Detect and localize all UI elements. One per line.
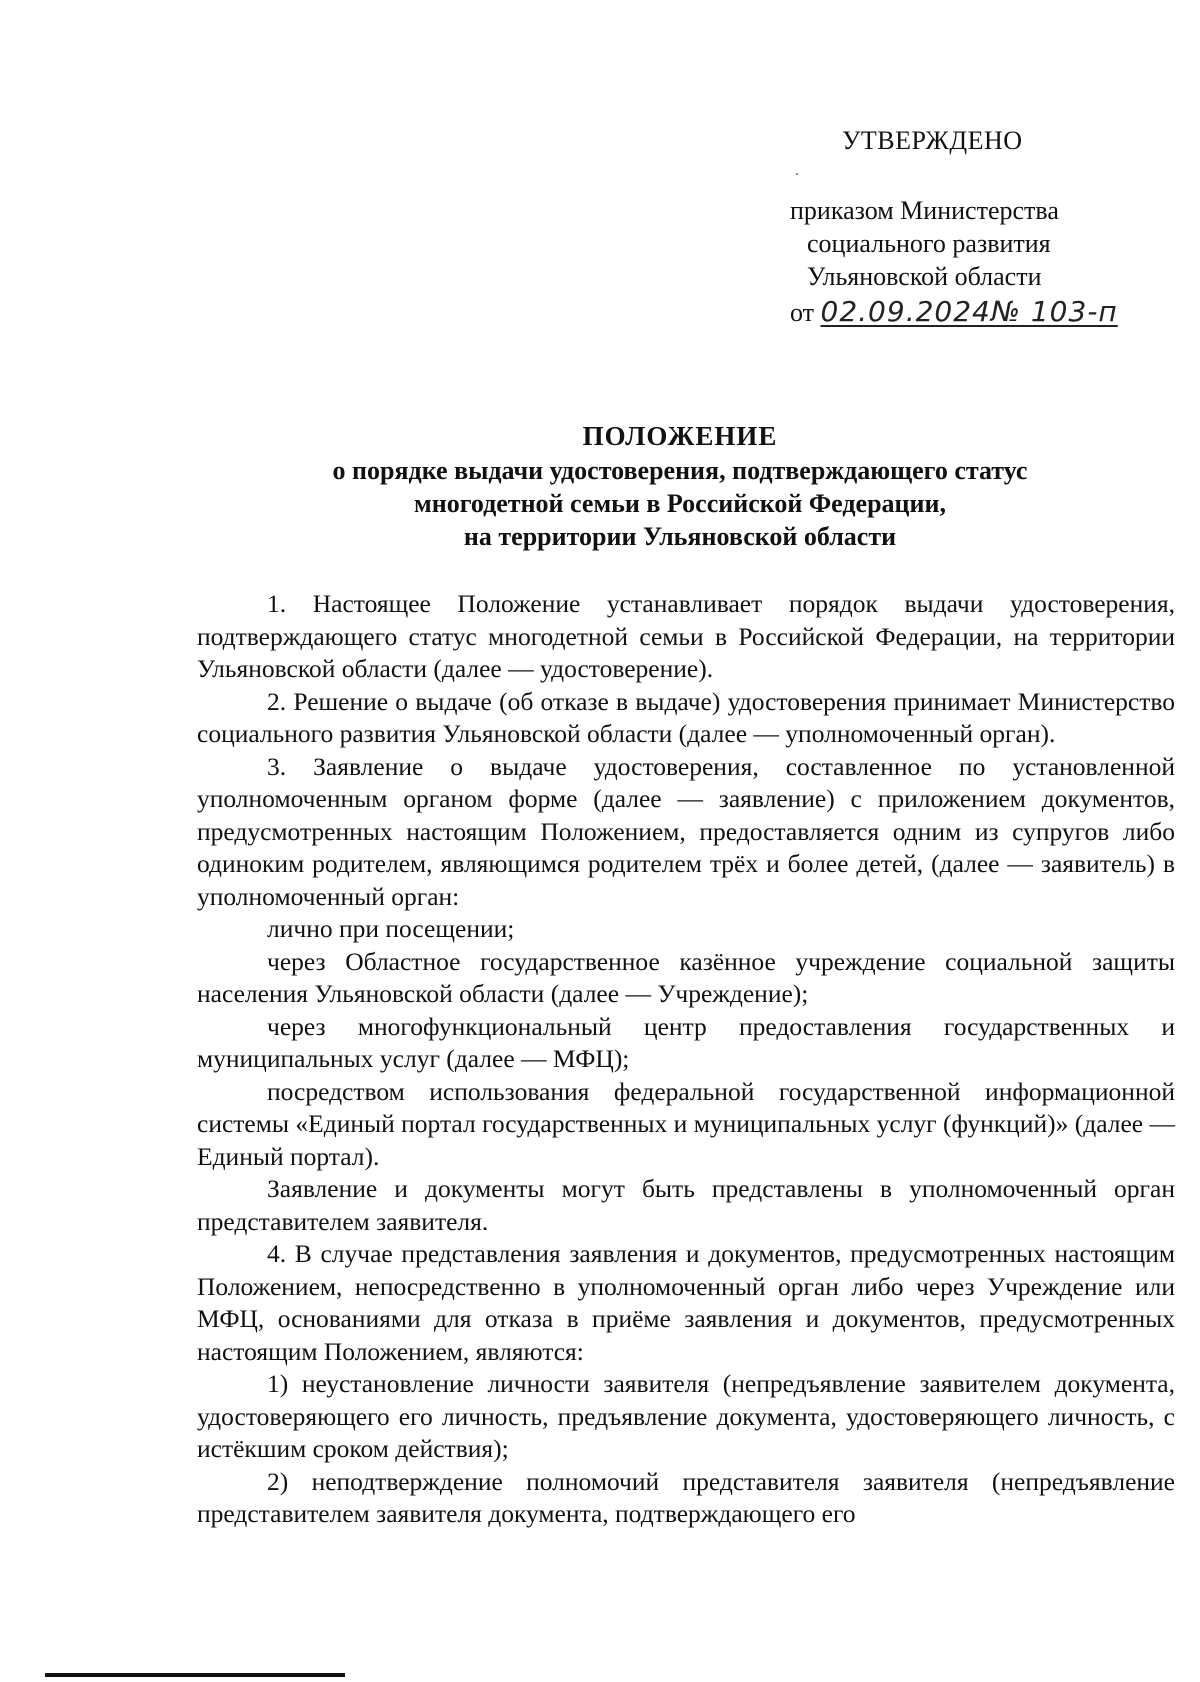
document-title: ПОЛОЖЕНИЕ bbox=[582, 421, 778, 451]
paragraph-4: 4. В случае представления заявления и документов, предусмотренных настоящим Положением, непосредственно в уполномоченный орган либо через Учреждение или МФЦ, основаниями для отказа в приёме заявления и документов, предусмотренных настоящим Положением, являются: bbox=[197, 1239, 1175, 1366]
paragraph-representative: Заявление и документы могут быть представлены в уполномоченный орган представителем заявителя. bbox=[197, 1174, 1175, 1236]
paragraph-3: 3. Заявление о выдаче удостоверения, составленное по установленной уполномоченным органом форме (далее — заявление) с приложением документов, предусмотренных настоящим Положением, предоставляется одним из супругов либо одиноким родителем, являющимся родителем трёх и более детей, (далее — заявитель) в уполномоченный орган: bbox=[197, 751, 1175, 911]
document-subtitle-line-2: многодетной семьи в Российской Федерации, bbox=[414, 489, 946, 518]
document-subtitle-line-1: о порядке выдачи удостоверения, подтверждающего статус bbox=[332, 456, 1028, 485]
paragraph-4-item-2: 2) неподтверждение полномочий представителя заявителя (непредъявление представителем заявителя документа, подтверждающего его bbox=[197, 1466, 1175, 1528]
paragraph-3-option-in-person: лично при посещении; bbox=[267, 914, 515, 943]
approval-line-ministry: социального развития bbox=[807, 229, 1051, 258]
document-body bbox=[197, 588, 1175, 1531]
document-heading bbox=[230, 420, 1130, 553]
paragraph-2: 2. Решение о выдаче (об отказе в выдаче) удостоверения принимает Министерство социального развития Ульяновской области (далее — уполномоченный орган). bbox=[197, 686, 1175, 748]
paragraph-3-option-portal: посредством использования федеральной государственной информационной системы «Единый портал государственных и муниципальных услуг (функций)» (далее — Единый портал). bbox=[197, 1076, 1175, 1171]
document-subtitle-line-3: на территории Ульяновской области bbox=[463, 522, 897, 551]
approval-line-date-number bbox=[790, 296, 1118, 329]
approval-line-region: Ульяновской области bbox=[807, 262, 1042, 291]
handwritten-date-number: 02.09.2024№ 103-п bbox=[820, 295, 1118, 328]
approval-line-order: приказом Министерства bbox=[790, 196, 1059, 225]
footer-rule bbox=[45, 1673, 345, 1677]
approval-title: УТВЕРЖДЕНО bbox=[842, 126, 1023, 155]
paragraph-4-item-1: 1) неустановление личности заявителя (непредъявление заявителем документа, удостоверяющего его личность, предъявление документа, удостоверяющего личность, с истёкшим сроком действия); bbox=[197, 1369, 1175, 1463]
scan-speck bbox=[796, 173, 798, 175]
paragraph-3-option-mfc: через многофункциональный центр предоставления государственных и муниципальных услуг (далее — МФЦ); bbox=[197, 1011, 1175, 1073]
approval-from-label: от bbox=[790, 298, 815, 327]
paragraph-1: 1. Настоящее Положение устанавливает порядок выдачи удостоверения, подтверждающего статус многодетной семьи в Российской Федерации, на территории Ульяновской области (далее — удостоверение). bbox=[197, 589, 1175, 683]
paragraph-3-option-institution: через Областное государственное казённое учреждение социальной защиты населения Ульяновской области (далее — Учреждение); bbox=[197, 946, 1175, 1008]
